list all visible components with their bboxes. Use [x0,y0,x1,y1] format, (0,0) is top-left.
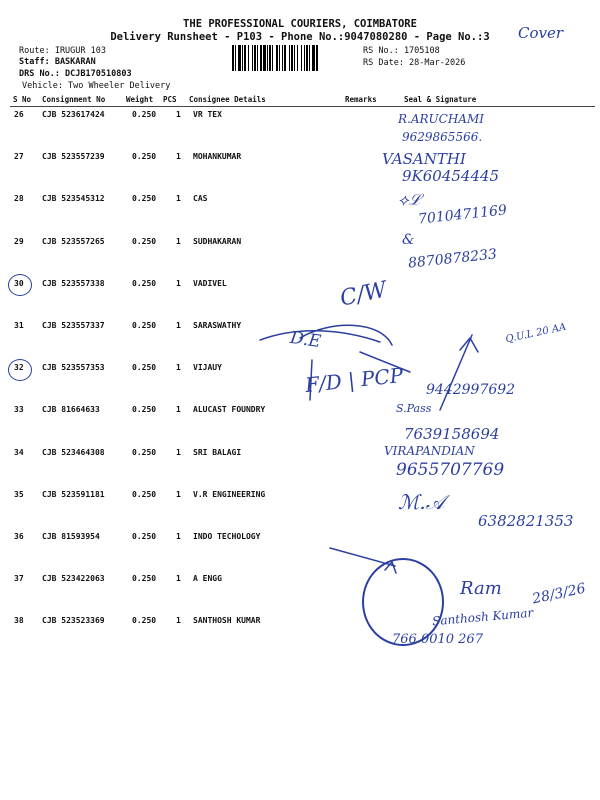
vehicle-label: Vehicle: Two Wheeler Delivery [22,81,171,91]
consignment-number: CJB 81593954 [42,532,100,541]
col-weight: Weight [126,95,154,104]
consignment-number: CJB 523557338 [42,278,105,288]
weight-cell: 0.250 [132,152,157,162]
pcs-cell: 1 [176,405,181,415]
handwritten-name: VASANTHI [382,150,466,168]
pcs-cell: 1 [176,532,181,541]
consignee-cell: V.R ENGINEERING [193,489,266,499]
handwritten-phone: 9442997692 [426,382,516,398]
col-consignee: Consignee Details [189,95,266,104]
consignee-cell: SRI BALAGI [193,447,242,457]
handwritten-phone: 8870878233 [407,246,498,272]
serial-number: 27 [14,152,24,162]
weight-cell: 0.250 [132,532,157,541]
consignee-cell: CAS [193,194,208,204]
serial-number: 36 [14,532,24,541]
pcs-cell: 1 [176,278,181,288]
staff-label: Staff: BASKARAN [19,57,96,67]
serial-number: 29 [14,236,24,246]
consignment-number: CJB 523545312 [42,194,105,204]
handwritten-phone: 7639158694 [404,425,500,443]
col-seal: Seal & Signature [404,95,477,104]
pcs-cell: 1 [176,236,181,246]
handwritten-remark: C/W [337,277,389,312]
weight-cell: 0.250 [132,321,157,330]
consignee-cell: VADIVEL [193,278,227,288]
handwritten-signature: ℳ.𝒜 [398,490,445,514]
pcs-cell: 1 [176,194,181,204]
handwritten-date: 28/3/26 [530,580,588,608]
serial-number: 30 [14,278,24,288]
pcs-cell: 1 [176,321,181,330]
col-remarks: Remarks [345,95,377,104]
handwritten-name: R.ARUCHAMI [398,112,485,126]
col-pcs: PCS [163,95,177,104]
weight-cell: 0.250 [132,574,157,584]
weight-cell: 0.250 [132,405,157,415]
consignee-cell: MOHANKUMAR [193,152,242,162]
handwritten-phone: 9629865566. [402,130,483,144]
pcs-cell: 1 [176,489,181,499]
serial-number: 28 [14,194,24,204]
rs-number: RS No.: 1705108 [363,46,440,56]
serial-number: 33 [14,405,24,415]
weight-cell: 0.250 [132,616,157,626]
weight-cell: 0.250 [132,194,157,204]
serial-number: 32 [14,363,24,373]
weight-cell: 0.250 [132,363,157,373]
consignment-number: CJB 523422063 [42,574,105,584]
weight-cell: 0.250 [132,447,157,457]
route-label: Route: IRUGUR 103 [19,46,106,56]
page-title: THE PROFESSIONAL COURIERS, COIMBATORE [183,18,417,30]
consignee-cell: INDO TECHOLOGY [193,532,261,541]
col-consignment: Consignment No [42,95,106,104]
handwritten-name: Santhosh Kumar [431,605,534,629]
handwritten-phone: 9K60454445 [402,167,500,185]
consignment-number: CJB 81664633 [42,405,100,415]
pcs-cell: 1 [176,110,181,119]
handwritten-signature: Ram [460,578,502,599]
weight-cell: 0.250 [132,489,157,499]
consignee-cell: SARASWATHY [193,321,242,330]
serial-number: 31 [14,321,24,330]
rs-date: RS Date: 28-Mar-2026 [363,58,466,68]
col-sno: S No [13,95,32,104]
handwritten-name: S.Pass [396,402,432,415]
cover-note: Cover [518,24,564,42]
weight-cell: 0.250 [132,110,157,119]
pcs-cell: 1 [176,363,181,373]
consignee-cell: ALUCAST FOUNDRY [193,405,266,415]
consignee-cell: SANTHOSH KUMAR [193,616,261,626]
consignment-number: CJB 523557337 [42,321,105,330]
consignment-number: CJB 523557265 [42,236,105,246]
handwritten-phone: 9655707769 [396,460,505,480]
handwritten-note: Q.U.L 20 AA [504,321,568,346]
consignment-number: CJB 523464308 [42,447,105,457]
handwritten-signature: & [402,232,415,248]
consignee-cell: VIJAUY [193,363,222,373]
pcs-cell: 1 [176,616,181,626]
handwritten-phone: 7010471169 [417,202,508,228]
handwritten-remark: F/D | PCP [304,362,405,398]
serial-number: 35 [14,489,24,499]
serial-number: 26 [14,110,24,119]
page-subtitle: Delivery Runsheet - P103 - Phone No.:9047080280 - Page No.:3 [110,31,490,43]
serial-number: 38 [14,616,24,626]
consignment-number: CJB 523523369 [42,616,105,626]
handwritten-phone: 6382821353 [478,512,574,530]
consignee-cell: A ENGG [193,574,222,584]
weight-cell: 0.250 [132,236,157,246]
consignment-number: CJB 523557239 [42,152,105,162]
handwritten-name: VIRAPANDIAN [384,444,475,458]
consignment-number: CJB 523617424 [42,110,105,119]
consignee-cell: SUDHAKARAN [193,236,242,246]
drs-label: DRS No.: DCJB170510803 [19,69,132,79]
pcs-cell: 1 [176,152,181,162]
weight-cell: 0.250 [132,278,157,288]
handwritten-remark: D.E [288,327,323,353]
consignee-cell: VR TEX [193,110,222,119]
consignment-number: CJB 523591181 [42,489,105,499]
handwritten-phone: 766 0010 267 [392,632,483,647]
pcs-cell: 1 [176,574,181,584]
pcs-cell: 1 [176,447,181,457]
consignment-number: CJB 523557353 [42,363,105,373]
handwritten-signature: ⟡ℒ [398,190,421,209]
serial-number: 37 [14,574,24,584]
serial-number: 34 [14,447,24,457]
